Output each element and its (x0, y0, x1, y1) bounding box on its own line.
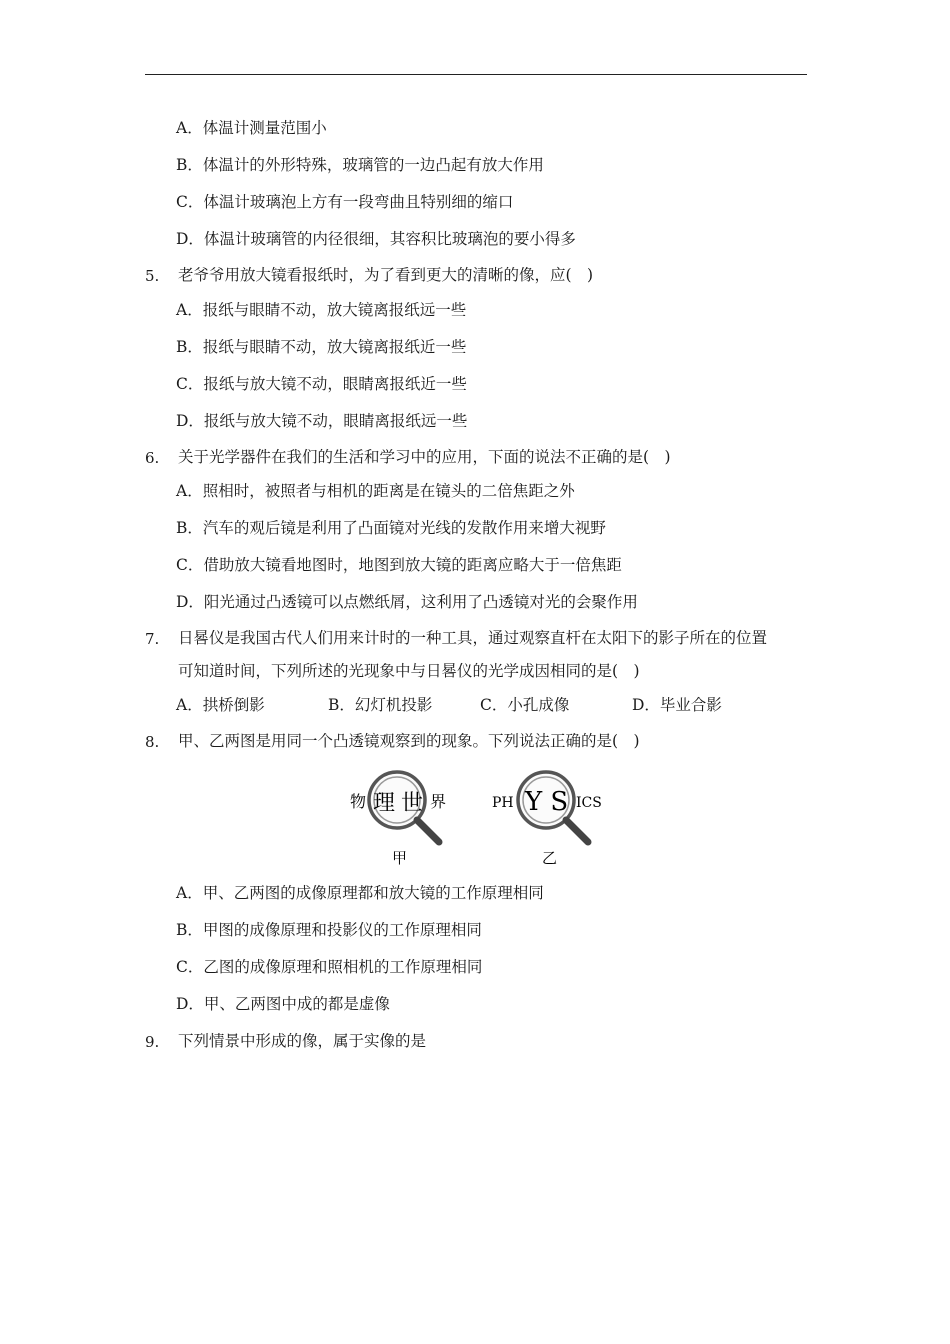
magnifier-figure (340, 760, 620, 870)
q7-text-line1: 日晷仪是我国古代人们用来计时的一种工具，通过观察直杆在太阳下的影子所在的位置 (178, 629, 768, 647)
q6-option-b: B．汽车的观后镜是利用了凸面镜对光线的发散作用来增大视野 (176, 519, 606, 537)
q5-option-a: A．报纸与眼睛不动，放大镜离报纸远一些 (176, 301, 467, 319)
q8-figure (340, 760, 620, 870)
q7-options-row (176, 695, 722, 715)
q5-option-c: C．报纸与放大镜不动，眼睛离报纸近一些 (176, 375, 467, 393)
fig-right-word-after: ICS (576, 795, 602, 811)
fig-left-word-before: 物 (350, 792, 367, 811)
q4-option-d: D．体温计玻璃管的内径很细，其容积比玻璃泡的要小得多 (176, 230, 576, 248)
q6-text: 关于光学器件在我们的生活和学习中的应用，下面的说法不正确的是( ) (178, 448, 671, 466)
fig-right-lens-text: Y S (525, 787, 569, 817)
q9-number: 9. (145, 1033, 160, 1051)
q5-text: 老爷爷用放大镜看报纸时，为了看到更大的清晰的像，应( ) (178, 266, 594, 284)
q8-option-d: D．甲、乙两图中成的都是虚像 (176, 995, 390, 1013)
q6-option-a: A．照相时，被照者与相机的距离是在镜头的二倍焦距之外 (176, 482, 575, 500)
fig-left-lens-text2: 世 (401, 791, 424, 816)
q6-option-d: D．阳光通过凸透镜可以点燃纸屑，这利用了凸透镜对光的会聚作用 (176, 593, 638, 611)
q9-text: 下列情景中形成的像，属于实像的是 (178, 1032, 427, 1050)
fig-left-lens-text: 理 (373, 791, 396, 816)
q8-option-b: B．甲图的成像原理和投影仪的工作原理相同 (176, 921, 482, 939)
q7-option-c: C．小孔成像 (480, 696, 570, 714)
q7-text-line2: 可知道时间，下列所述的光现象中与日晷仪的光学成因相同的是( ) (178, 662, 640, 680)
q4-option-a: A．体温计测量范围小 (176, 119, 327, 137)
fig-right-caption: 乙 (542, 849, 558, 867)
q7-option-a: A．拱桥倒影 (176, 696, 265, 714)
q6-number: 6. (145, 449, 160, 467)
q7-option-d: D．毕业合影 (632, 696, 722, 714)
q7-number: 7. (145, 630, 160, 648)
fig-left-caption: 甲 (392, 849, 408, 867)
q5-number: 5. (145, 267, 160, 285)
fig-left-word-after: 界 (430, 792, 447, 811)
q4-option-c: C．体温计玻璃泡上方有一段弯曲且特别细的缩口 (176, 193, 514, 211)
q8-option-c: C．乙图的成像原理和照相机的工作原理相同 (176, 958, 483, 976)
q8-text: 甲、乙两图是用同一个凸透镜观察到的现象。下列说法正确的是( ) (178, 732, 640, 750)
fig-right-word-before: PH (492, 795, 514, 811)
q8-option-a: A．甲、乙两图的成像原理都和放大镜的工作原理相同 (176, 884, 544, 902)
q6-option-c: C．借助放大镜看地图时，地图到放大镜的距离应略大于一倍焦距 (176, 556, 622, 574)
q5-option-b: B．报纸与眼睛不动，放大镜离报纸近一些 (176, 338, 467, 356)
q4-option-b: B．体温计的外形特殊，玻璃管的一边凸起有放大作用 (176, 156, 544, 174)
q7-option-b: B．幻灯机投影 (328, 696, 433, 714)
q8-number: 8. (145, 733, 160, 751)
header-rule (145, 74, 807, 75)
q5-option-d: D．报纸与放大镜不动，眼睛离报纸远一些 (176, 412, 468, 430)
